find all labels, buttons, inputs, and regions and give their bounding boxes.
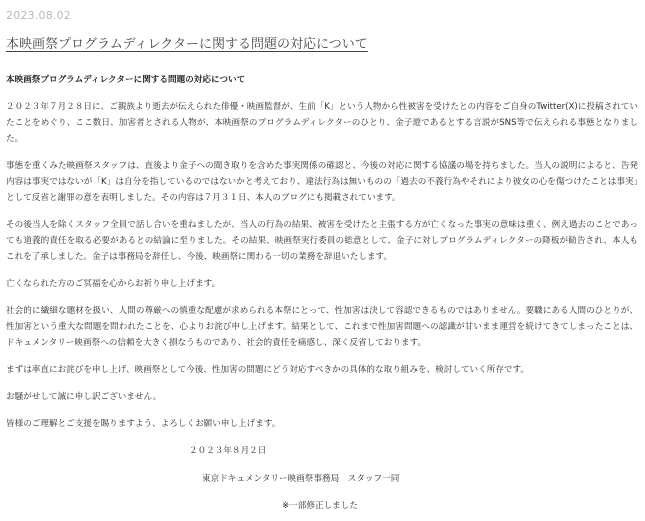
paragraph-condolence: 亡くなられた方のご冥福を心からお祈り申し上げます。 [6, 279, 221, 289]
signature-organization: 東京ドキュメンタリー映画祭事務局 スタッフ一同 [202, 474, 400, 484]
article-body [6, 72, 638, 514]
paragraph-investigation: 事態を重くみた映画祭スタッフは、直後より金子への聞き取りを含めた事実関係の確認と、今後の対応に関する協議の場を持ちました。当人の説明によると、告発内容は事実ではないが「K」は自分を指しているのではないかと考えており、違法行為は無いものの「過去の不義行為やそれにより彼女の心を傷つけたことは事実」として反省と謝罪の意を表明しました。その内容は７月３１日、本人のブログにも掲載されています。 [6, 161, 638, 203]
paragraph-intro: ２０２３年７月２８日に、ご親族より逝去が伝えられた俳優・映画監督が、生前「K」という人物から性被害を受けたとの内容をご自身のTwitter(X)に投稿されていたことをめぐり、ここ数日、加害者とされる人物が、本映画祭のプログラムディレクターのひとり、金子遊であるとする言説がSNS等で伝えられる事態となりました。 [6, 102, 638, 144]
post-title-link[interactable]: 本映画祭プログラムディレクターに関する問題の対応について [6, 37, 368, 52]
paragraph-next-steps: まずは率直にお詫びを申し上げ、映画祭として今後、性加害の問題にどう対応すべきかの具体的な取り組みを、検討していく所存です。 [6, 365, 530, 375]
article-heading: 本映画祭プログラムディレクターに関する問題の対応について [6, 75, 246, 85]
paragraph-sorry: お騒がせして誠に申し訳ございません。 [6, 392, 162, 402]
post-date: 2023.08.02 [6, 9, 71, 22]
paragraph-apology: 社会的に繊細な題材を扱い、人間の尊厳への慎重な配慮が求められる本祭にとって、性加害は決して容認できるものではありません。要職にある人間のひとりが、性加害という重大な問題を問われたことを、心よりお詫び申し上げます。結果として、これまで性加害問題への認識が甘いまま運営を続けてきてしまったことは、ドキュメンタリー映画祭への信頼を大きく損なうものであり、社会的責任を痛感し、深く反省しております。 [6, 306, 638, 348]
paragraph-decision: その後当人を除くスタッフ全員で話し合いを重ねましたが、当人の行為の結果、被害を受けたと主張する方が亡くなった事実の意味は重く、例え過去のことであっても道義的責任を取る必要があるとの結論に至りました。その結果、映画祭実行委員の総意として、金子に対しプログラムディレクターの降板が勧告され、本人もこれを了承しました。金子は事務局を辞任し、今後、映画祭に関わる一切の業務を辞退いたします。 [6, 220, 638, 262]
paragraph-closing: 皆様のご理解とご支援を賜りますよう、よろしくお願い申し上げます。 [6, 419, 281, 429]
revision-note: ※一部修正しました [282, 501, 358, 511]
signature-date: ２０２３年８月２日 [189, 446, 267, 456]
